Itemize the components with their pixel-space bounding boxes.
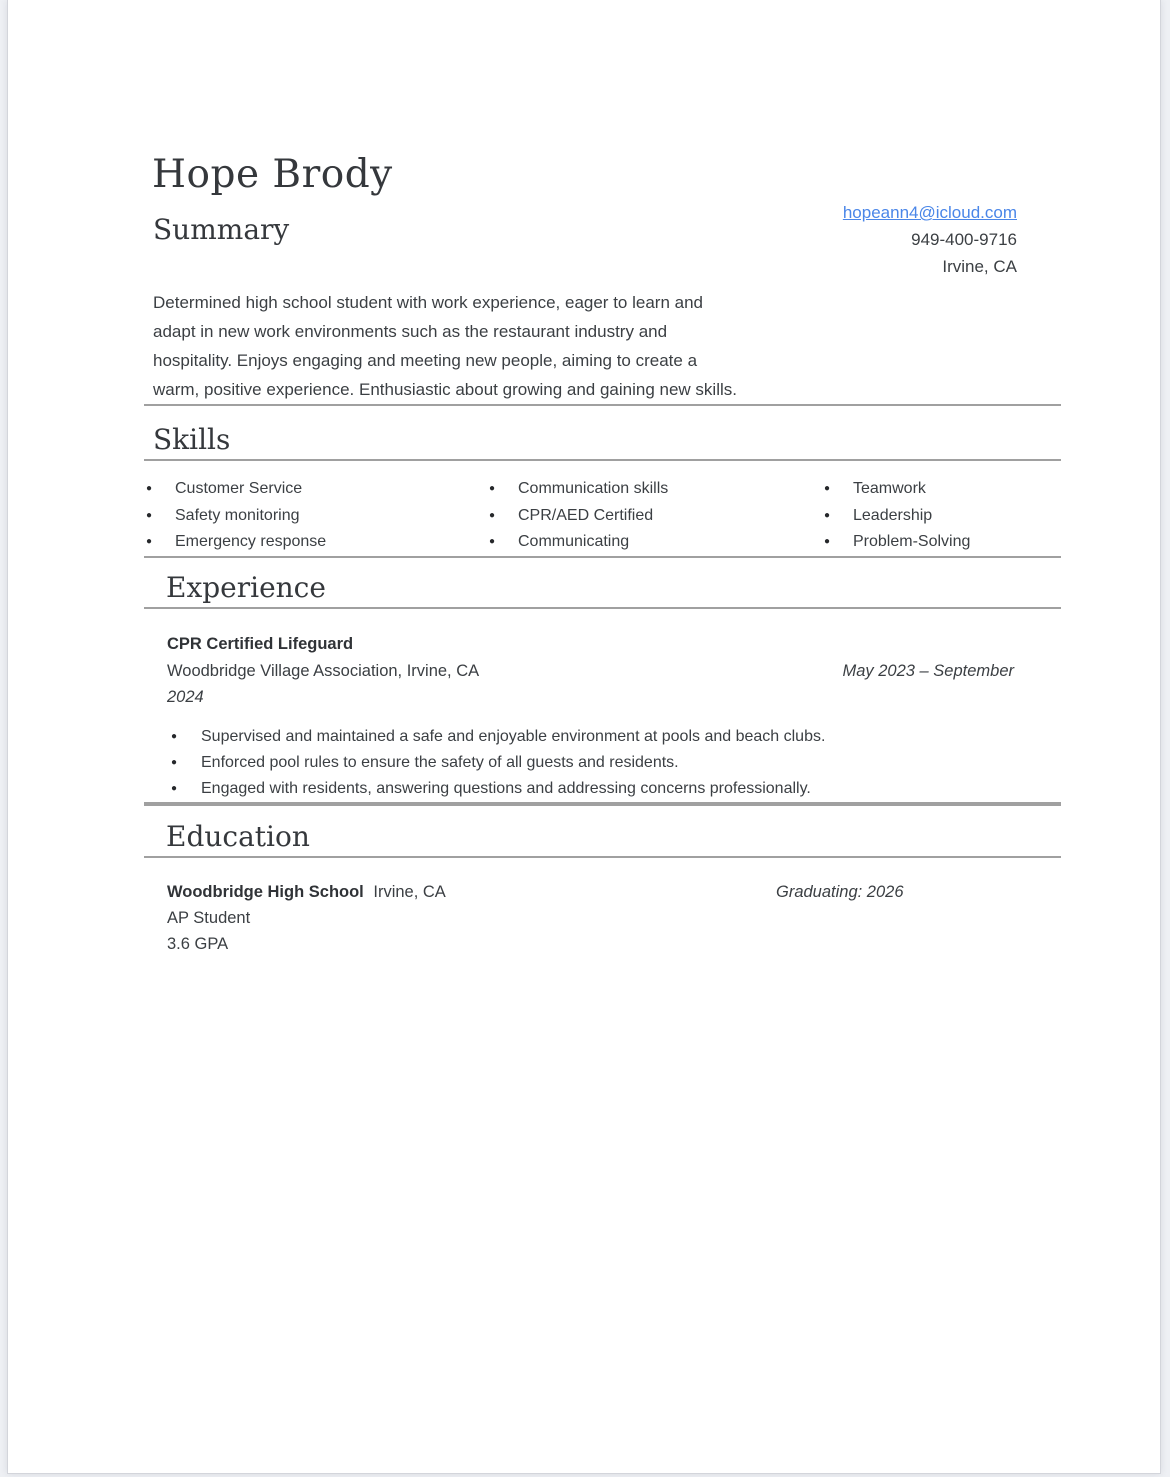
summary-heading: Summary xyxy=(153,213,290,246)
contact-block xyxy=(843,199,1017,280)
job-bullet: ● Enforced pool rules to ensure the safety of all guests and residents. xyxy=(171,750,1061,776)
section-divider xyxy=(144,856,1061,858)
section-divider xyxy=(144,607,1061,609)
skill-item: ● Communication skills xyxy=(487,476,822,503)
email-link[interactable]: hopeann4@icloud.com xyxy=(842,203,1017,222)
education-detail: AP Student xyxy=(167,908,251,927)
job-date-wrap: 2024 xyxy=(167,687,204,706)
skills-column xyxy=(487,476,822,556)
section-divider xyxy=(144,459,1061,461)
summary-paragraph: Determined high school student with work experience, eager to learn and adapt in new work environments such as the restaurant industry and hospitality. Enjoys engaging and meeting new people, aiming to create a warm, positive experience. Enthusiastic about growing and gaining new skills. xyxy=(153,293,737,399)
section-divider xyxy=(144,556,1061,558)
education-section xyxy=(144,818,1061,957)
skill-item: ● Safety monitoring xyxy=(144,503,487,530)
skill-item: ● Problem-Solving xyxy=(822,529,1061,556)
skill-item: ● Communicating xyxy=(487,529,822,556)
education-entry xyxy=(167,879,1061,957)
resume-page xyxy=(7,0,1161,1474)
header xyxy=(144,150,1061,404)
section-divider xyxy=(144,804,1061,806)
skill-item: ● Customer Service xyxy=(144,476,487,503)
page-title: Hope Brody xyxy=(152,152,393,197)
job-organization-row xyxy=(167,658,1014,684)
skills-grid xyxy=(144,476,1061,556)
section-divider xyxy=(144,404,1061,406)
education-heading: Education xyxy=(166,819,310,853)
skill-item: ● Emergency response xyxy=(144,529,487,556)
skill-item: ● CPR/AED Certified xyxy=(487,503,822,530)
job-bullet: ● Supervised and maintained a safe and enjoyable environment at pools and beach clubs. xyxy=(171,724,1061,750)
location-text: Irvine, CA xyxy=(942,257,1017,276)
job-bullet-list xyxy=(167,724,1061,802)
job-organization: Woodbridge Village Association, Irvine, CA xyxy=(167,661,480,680)
skills-column xyxy=(822,476,1061,556)
education-school-row xyxy=(167,879,1061,905)
experience-section xyxy=(144,569,1061,802)
job-title: CPR Certified Lifeguard xyxy=(167,634,354,653)
skills-section xyxy=(144,421,1061,556)
job-bullet: ● Engaged with residents, answering questions and addressing concerns professionally. xyxy=(171,776,1061,802)
skill-item: ● Leadership xyxy=(822,503,1061,530)
skills-heading: Skills xyxy=(153,423,231,456)
phone-number: 949-400-9716 xyxy=(911,230,1017,249)
resume-content xyxy=(144,0,1061,957)
job-date: May 2023 – September xyxy=(842,661,1014,680)
experience-heading: Experience xyxy=(166,570,326,604)
job-entry xyxy=(167,631,1061,802)
skills-column xyxy=(144,476,487,556)
education-detail: 3.6 GPA xyxy=(167,934,229,953)
school-name: Woodbridge High School xyxy=(167,882,364,901)
graduation-date: Graduating: 2026 xyxy=(776,882,904,901)
skill-item: ● Teamwork xyxy=(822,476,1061,503)
school-location: Irvine, CA xyxy=(373,882,446,901)
